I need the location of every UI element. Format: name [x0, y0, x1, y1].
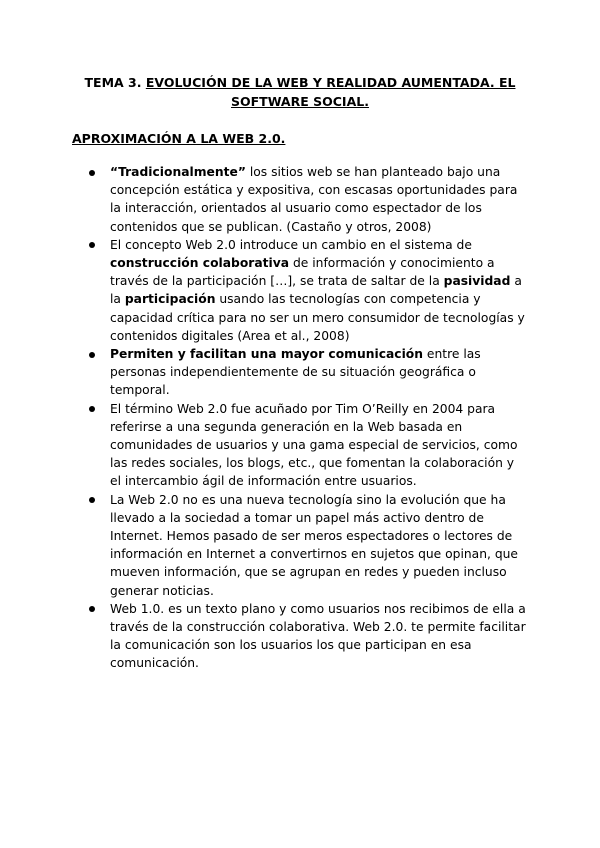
document-title — [72, 73, 528, 111]
bullet-icon — [89, 352, 95, 358]
section-heading: APROXIMACIÓN A LA WEB 2.0. — [72, 131, 286, 146]
bullet-icon — [89, 497, 95, 503]
bullet-list — [0, 163, 600, 673]
bold-text: participación — [124, 292, 216, 307]
bullet-icon — [89, 170, 95, 176]
bold-text: construcción colaborativa — [110, 256, 290, 271]
text: La Web 2.0 no es una nueva tecnología sino la evolución que ha llevado a la sociedad a tomar un papel más activo dentro de Internet. Hemos pasado de ser meros espectadores o lectores de información en Internet a convertirnos en sujetos que opinan, que mueven información, que se agrupan en redes y pueden incluso generar noticias. — [110, 492, 518, 598]
list-item — [0, 600, 526, 673]
text: El término Web 2.0 fue acuñado por Tim O’Reilly en 2004 para referirse a una segunda generación en la Web basada en comunidades de usuarios y una gama especial de servicios, como las redes sociales, los blogs, etc., que fomentan la colaboración y el intercambio ágil de información entre usuarios. — [110, 401, 518, 489]
text: los sitios web se han planteado bajo una concepción estática y expositiva, con escasas oportunidades para la interacción, orientados al usuario como espectador de los contenidos que se publican. (Castaño y otros, 2008) — [110, 165, 518, 234]
list-item — [0, 400, 526, 491]
title-prefix: TEMA 3. — [84, 75, 146, 90]
bullet-icon — [89, 606, 95, 612]
title-underlined: EVOLUCIÓN DE LA WEB Y REALIDAD AUMENTADA. EL SOFTWARE SOCIAL. — [145, 75, 516, 109]
bullet-icon — [89, 242, 95, 248]
text: a la — [110, 274, 522, 307]
text: entre las personas independientemente de su situación geográfica o temporal. — [110, 347, 481, 398]
bullet-icon — [89, 406, 95, 412]
list-item — [0, 345, 526, 400]
text: Web 1.0. es un texto plano y como usuarios nos recibimos de ella a través de la construcción colaborativa. Web 2.0. te permite facilitar la comunicación son los usuarios los que participan en esa comunicación. — [110, 601, 526, 671]
text: usando las tecnologías con competencia y capacidad crítica para no ser un mero consumidor de tecnologías y contenidos digitales (Area et al., 2008) — [110, 292, 525, 343]
bold-text: pasividad — [443, 274, 511, 289]
list-item — [0, 236, 526, 345]
text: El concepto Web 2.0 introduce un cambio en el sistema de — [110, 237, 472, 252]
bold-text: Permiten y facilitan una mayor comunicación — [110, 347, 423, 362]
bold-text: “Tradicionalmente” — [110, 165, 246, 179]
text: de información y conocimiento a través de la participación […], se trata de saltar de la — [110, 256, 495, 289]
list-item — [0, 491, 526, 600]
list-item — [0, 163, 526, 236]
